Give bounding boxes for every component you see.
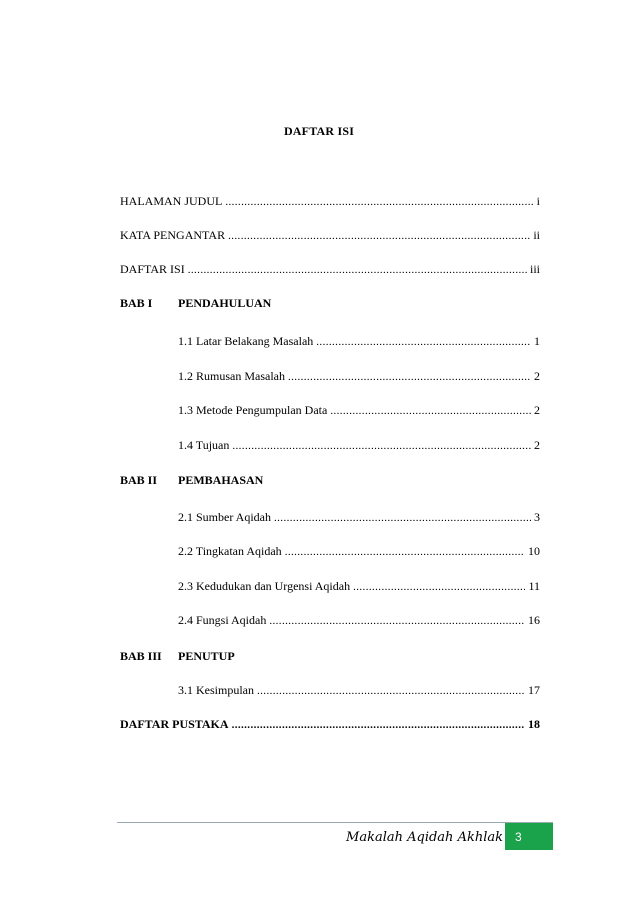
chapter-number: BAB I: [120, 296, 153, 310]
leader-dots: [225, 194, 533, 210]
toc-section-label: 1.2 Rumusan Masalah: [178, 369, 285, 383]
toc-section-page: 10: [528, 544, 540, 558]
leader-dots: [228, 228, 530, 244]
toc-entry-page: ii: [533, 228, 540, 242]
chapter-name: PEMBAHASAN: [178, 473, 264, 487]
toc-section-label: 1.3 Metode Pengumpulan Data: [178, 403, 328, 417]
leader-dots: [269, 613, 525, 629]
toc-section: [178, 402, 540, 418]
toc-section: [178, 578, 540, 594]
toc-entry-label: HALAMAN JUDUL: [120, 194, 223, 208]
leader-dots: [316, 334, 531, 350]
toc-section-label: 2.4 Fungsi Aqidah: [178, 613, 267, 627]
toc-entry-label: DAFTAR PUSTAKA: [120, 717, 229, 731]
leader-dots: [330, 403, 531, 419]
toc-section-label: 1.1 Latar Belakang Masalah: [178, 334, 314, 348]
chapter-number: BAB II: [120, 473, 158, 487]
leader-dots: [232, 717, 525, 733]
toc-section: [178, 333, 540, 349]
toc-section: [178, 682, 540, 698]
leader-dots: [232, 438, 531, 454]
page-title: DAFTAR ISI: [283, 124, 355, 138]
toc-section: [178, 612, 540, 628]
toc-entry-page: i: [536, 194, 540, 208]
leader-dots: [188, 262, 527, 278]
toc-section: [178, 437, 540, 453]
chapter-heading-bab-3: [120, 648, 235, 664]
toc-entry-page: 18: [528, 717, 540, 731]
chapter-heading-bab-2: [120, 472, 263, 488]
toc-section-label: 1.4 Tujuan: [178, 438, 230, 452]
toc-section-label: 3.1 Kesimpulan: [178, 683, 254, 697]
toc-entry-kata-pengantar: [120, 227, 540, 243]
leader-dots: [353, 579, 525, 595]
toc-entry-label: KATA PENGANTAR: [120, 228, 226, 242]
toc-section-page: 1: [534, 334, 540, 348]
toc-entry-daftar-isi: [120, 261, 540, 277]
toc-section: [178, 368, 540, 384]
toc-section-page: 17: [528, 683, 540, 697]
footer-title: Makalah Aqidah Akhlak: [346, 830, 503, 845]
toc-section: [178, 543, 540, 559]
chapter-number: BAB III: [120, 649, 162, 663]
footer-divider: [117, 822, 553, 823]
toc-section-page: 3: [534, 510, 540, 524]
toc-section-page: 16: [528, 613, 540, 627]
toc-section-label: 2.1 Sumber Aqidah: [178, 510, 271, 524]
leader-dots: [257, 683, 525, 699]
chapter-name: PENDAHULUAN: [178, 296, 272, 310]
toc-entry-daftar-pustaka: [120, 716, 540, 732]
toc-section-page: 2: [534, 369, 540, 383]
toc-entry-halaman-judul: [120, 193, 540, 209]
toc-entry-label: DAFTAR ISI: [120, 262, 185, 276]
chapter-heading-bab-1: [120, 295, 271, 311]
toc-section-page: 2: [534, 438, 540, 452]
toc-section-page: 2: [534, 403, 540, 417]
toc-section-label: 2.3 Kedudukan dan Urgensi Aqidah: [178, 579, 351, 593]
toc-entry-page: iii: [529, 262, 540, 276]
toc-section-label: 2.2 Tingkatan Aqidah: [178, 544, 282, 558]
leader-dots: [288, 369, 531, 385]
toc-section: [178, 509, 540, 525]
chapter-name: PENUTUP: [178, 649, 235, 663]
toc-section-page: 11: [528, 579, 540, 593]
footer-page-number: 3: [505, 823, 553, 850]
leader-dots: [285, 544, 525, 560]
leader-dots: [274, 510, 531, 526]
